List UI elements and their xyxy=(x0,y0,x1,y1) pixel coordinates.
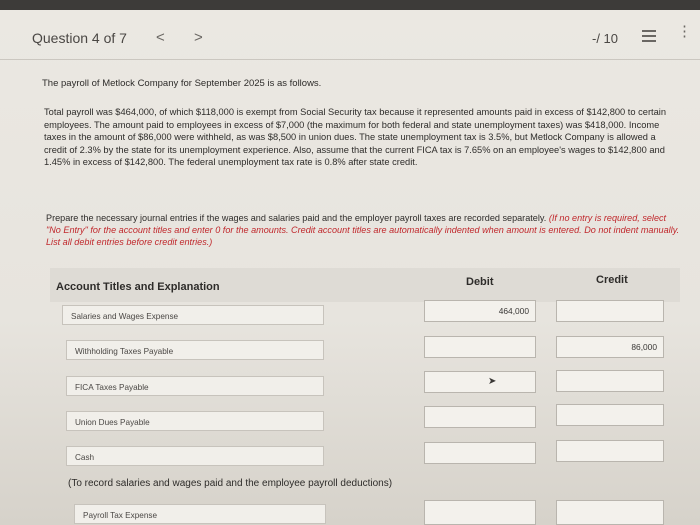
credit-field-4[interactable] xyxy=(556,404,664,426)
account-field-payroll-tax[interactable]: Payroll Tax Expense xyxy=(74,504,326,524)
account-field-union-dues[interactable]: Union Dues Payable xyxy=(66,411,324,431)
debit-field-2[interactable] xyxy=(424,336,536,358)
credit-field-6[interactable] xyxy=(556,500,664,525)
problem-body: Total payroll was $464,000, of which $118,000 is exempt from Social Security tax because it represented amounts paid in excess of $142,800 to certain employees. The amount paid to employees in excess of $7,000 (the maximum for both federal and state unemployment taxes) was $418,000. Income taxes in the amount of $86,000 were withheld, as was $8,500 in union dues. The state unemployment tax is 3.5%, but Metlock Company is allowed a credit of 2.3% by the state for its unemployment experience. Also, assume that the current FICA tax is 7.65% on an employee's wages to $142,800 and 1.45% in excess of $142,800. The federal unemployment tax rate is 0.8% after state credit. xyxy=(44,107,667,168)
next-question-icon[interactable]: > xyxy=(194,29,203,46)
debit-field-4[interactable] xyxy=(424,406,536,428)
account-column-header: Account Titles and Explanation xyxy=(56,281,220,293)
debit-field-3[interactable] xyxy=(424,371,536,393)
entry-memo: (To record salaries and wages paid and the employee payroll deductions) xyxy=(68,478,393,489)
debit-field-5[interactable] xyxy=(424,442,536,464)
question-list-icon[interactable] xyxy=(642,30,656,44)
debit-field-1[interactable]: 464,000 xyxy=(424,300,536,322)
instructions xyxy=(46,212,682,248)
credit-field-3[interactable] xyxy=(556,370,664,392)
instruction-note: (If no entry is required, select "No Entry" for the account titles and enter 0 for the amounts. Credit account titles are automatically indented when amount is entered. Do not indent manually. List all debit entries before credit entries.) xyxy=(46,213,680,247)
account-field-fica[interactable]: FICA Taxes Payable xyxy=(66,376,324,396)
question-counter: Question 4 of 7 xyxy=(32,30,127,46)
mouse-cursor-icon: ➤ xyxy=(488,376,497,387)
credit-column-header: Credit xyxy=(596,274,628,286)
debit-column-header: Debit xyxy=(466,276,494,288)
question-header xyxy=(0,10,700,60)
score-display: -/ 10 xyxy=(592,31,619,46)
credit-field-5[interactable] xyxy=(556,440,664,462)
previous-question-icon[interactable]: < xyxy=(156,29,165,46)
problem-intro: The payroll of Metlock Company for September 2025 is as follows. xyxy=(42,78,322,89)
debit-field-6[interactable] xyxy=(424,500,536,525)
credit-field-1[interactable] xyxy=(556,300,664,322)
account-field-cash[interactable]: Cash xyxy=(66,446,324,466)
account-field-withholding[interactable]: Withholding Taxes Payable xyxy=(66,340,324,360)
credit-field-2[interactable]: 86,000 xyxy=(556,336,664,358)
more-options-icon[interactable]: ⋮ xyxy=(677,23,692,40)
instruction-text: Prepare the necessary journal entries if the wages and salaries paid and the employer payroll taxes are recorded separately. xyxy=(46,213,547,223)
account-field-salaries[interactable]: Salaries and Wages Expense xyxy=(62,305,324,325)
